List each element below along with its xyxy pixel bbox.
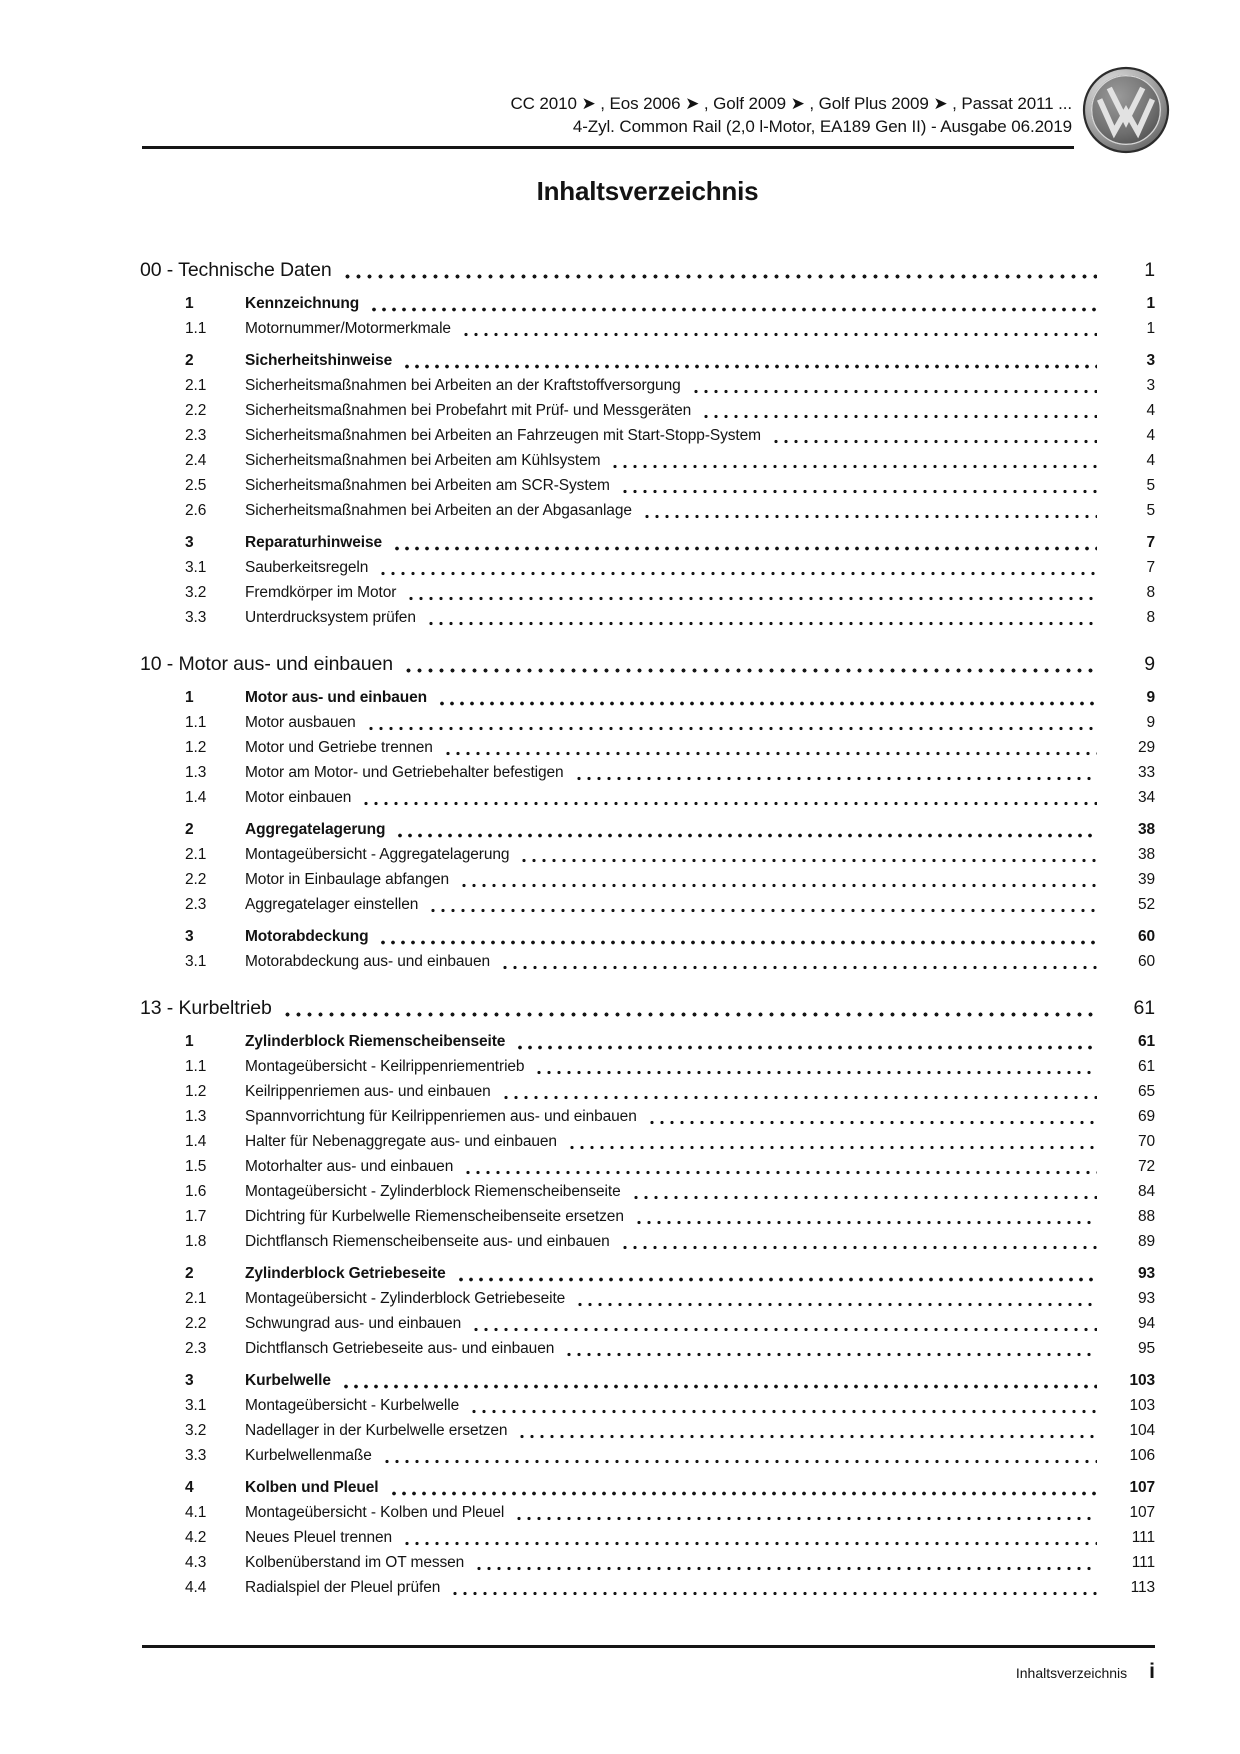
toc-entry-number: 1.2 [185, 739, 207, 756]
toc-entry-title: Motorabdeckung [245, 928, 369, 945]
toc-dot-leader [534, 1070, 1097, 1075]
toc-dot-leader [459, 883, 1097, 888]
toc-page-number: 8 [1146, 584, 1155, 601]
toc-page-number: 29 [1137, 739, 1155, 756]
toc-page-number: 88 [1137, 1208, 1155, 1225]
toc-entry-row [140, 710, 1155, 735]
toc-page-number: 111 [1131, 1554, 1155, 1571]
toc-dot-leader [461, 332, 1097, 337]
toc-entry-row [140, 1393, 1155, 1418]
toc-entry-title: Unterdrucksystem prüfen [245, 609, 416, 626]
toc-dot-leader [378, 940, 1097, 945]
toc-entry-number: 1.4 [185, 789, 207, 806]
vw-logo-icon [1082, 66, 1170, 154]
toc-page-number: 9 [1146, 714, 1155, 731]
toc-entry-number: 3.2 [185, 584, 207, 601]
page-title: Inhaltsverzeichnis [536, 176, 759, 206]
toc-dot-leader [634, 1220, 1097, 1225]
toc-page-number: 107 [1129, 1479, 1155, 1496]
toc-dot-leader [282, 1012, 1097, 1017]
toc-dot-leader [620, 1245, 1097, 1250]
toc-dot-leader [620, 489, 1097, 494]
toc-page-number: 61 [1137, 1058, 1155, 1075]
toc-entry-title: Motor ausbauen [245, 714, 356, 731]
footer-rule [142, 1645, 1155, 1648]
toc-entry-number: 2.6 [185, 502, 207, 519]
toc-entry-title: Fremdkörper im Motor [245, 584, 397, 601]
toc-page-number: 34 [1137, 789, 1155, 806]
toc-dot-leader [610, 464, 1097, 469]
toc-entry-number: 1.7 [185, 1208, 207, 1225]
toc-entry-row [140, 1054, 1155, 1079]
toc-entry-row [140, 685, 1155, 710]
toc-entry-row [140, 1286, 1155, 1311]
toc-entry-row [140, 1029, 1155, 1054]
toc-page-number: 9 [1144, 653, 1155, 675]
toc-entry-row [140, 1475, 1155, 1500]
toc-entry-title: Kolbenüberstand im OT messen [245, 1554, 465, 1571]
toc-entry-title: Motor aus- und einbauen [245, 689, 427, 706]
toc-dot-leader [517, 1434, 1097, 1439]
toc-entry-row [140, 498, 1155, 523]
toc-entry-number: 1.1 [185, 714, 207, 731]
toc-page-number: 93 [1137, 1265, 1155, 1282]
toc-chapter-label: 10 - Motor aus- und einbauen [140, 653, 394, 675]
toc-entry-number: 2.2 [185, 1315, 207, 1332]
toc-entry-number: 3 [185, 534, 194, 551]
toc-entry-row [140, 1179, 1155, 1204]
footer-text-block [1016, 1660, 1155, 1684]
toc-entry-row [140, 448, 1155, 473]
toc-entry-row [140, 842, 1155, 867]
toc-entry-title: Spannvorrichtung für Keilrippenriemen aus- und einbauen [245, 1108, 637, 1125]
toc-dot-leader [402, 1541, 1097, 1546]
toc-entry-number: 1.6 [185, 1183, 207, 1200]
toc-entry-number: 1 [185, 295, 194, 312]
toc-entry-row [140, 1311, 1155, 1336]
toc-entry-title: Sicherheitsmaßnahmen bei Arbeiten an der Kraftstoffversorgung [245, 377, 681, 394]
toc-entry-row [140, 760, 1155, 785]
toc-entry-title: Montageübersicht - Kurbelwelle [245, 1397, 460, 1414]
toc-dot-leader [500, 965, 1097, 970]
toc-chapter-label: 13 - Kurbeltrieb [140, 997, 272, 1019]
toc-entry-title: Kennzeichnung [245, 295, 360, 312]
toc-page-number: 103 [1129, 1372, 1155, 1389]
toc-entry-title: Motor in Einbaulage abfangen [245, 871, 450, 888]
toc-dot-leader [514, 1516, 1097, 1521]
toc-page-number: 3 [1146, 352, 1155, 369]
toc-entry-title: Motorabdeckung aus- und einbauen [245, 953, 490, 970]
toc-entry-title: Motor einbauen [245, 789, 352, 806]
toc-entry-number: 4.3 [185, 1554, 207, 1571]
toc-page-number: 5 [1146, 502, 1155, 519]
toc-entry-row [140, 1229, 1155, 1254]
toc-dot-leader [403, 668, 1097, 673]
toc-entry-title: Sicherheitsmaßnahmen bei Arbeiten an Fahrzeugen mit Start-Stopp-System [245, 427, 761, 444]
toc-dot-leader [456, 1277, 1097, 1282]
toc-entry-number: 2 [185, 821, 194, 838]
toc-entry-row [140, 1500, 1155, 1525]
toc-dot-leader [519, 858, 1097, 863]
toc-dot-leader [691, 389, 1097, 394]
toc-entry-title: Neues Pleuel trennen [245, 1529, 393, 1546]
toc-page-number: 94 [1137, 1315, 1155, 1332]
toc-dot-leader [437, 701, 1097, 706]
toc-page-number: 4 [1146, 452, 1155, 469]
toc-dot-leader [631, 1195, 1097, 1200]
toc-entry-title: Dichtflansch Getriebeseite aus- und einbauen [245, 1340, 555, 1357]
toc-entry-number: 3.2 [185, 1422, 207, 1439]
toc-entry-row [140, 473, 1155, 498]
toc-page-number: 61 [1137, 1033, 1155, 1050]
toc-dot-leader [575, 1302, 1097, 1307]
toc-page-number: 104 [1129, 1422, 1155, 1439]
toc-page-number: 4 [1146, 402, 1155, 419]
toc-page-number: 4 [1146, 427, 1155, 444]
toc-page-number: 1 [1146, 320, 1155, 337]
toc-entry-row [140, 1104, 1155, 1129]
toc-page-number: 84 [1137, 1183, 1155, 1200]
toc-chapter-label: 00 - Technische Daten [140, 259, 332, 281]
toc-page-number: 65 [1137, 1083, 1155, 1100]
toc-entry-row [140, 373, 1155, 398]
toc-entry-title: Dichtring für Kurbelwelle Riemenscheibenseite ersetzen [245, 1208, 624, 1225]
toc-dot-leader [382, 1459, 1097, 1464]
toc-page-number: 113 [1130, 1579, 1155, 1596]
toc-page-number: 8 [1146, 609, 1155, 626]
toc-page-number: 95 [1137, 1340, 1155, 1357]
toc-dot-leader [366, 726, 1097, 731]
toc-page-number: 111 [1131, 1529, 1155, 1546]
toc-entry-title: Sicherheitsmaßnahmen bei Arbeiten am SCR-System [245, 477, 610, 494]
toc-entry-row [140, 1261, 1155, 1286]
toc-dot-leader [392, 546, 1097, 551]
toc-chapter-row [140, 651, 1155, 678]
toc-entry-title: Motorhalter aus- und einbauen [245, 1158, 454, 1175]
toc-entry-title: Kolben und Pleuel [245, 1479, 379, 1496]
toc-entry-row [140, 1368, 1155, 1393]
toc-dot-leader [647, 1120, 1097, 1125]
toc-entry-title: Sauberkeitsregeln [245, 559, 369, 576]
toc-entry-number: 2.1 [185, 846, 207, 863]
toc-entry-title: Radialspiel der Pleuel prüfen [245, 1579, 441, 1596]
toc-dot-leader [402, 364, 1097, 369]
toc-page-number: 103 [1129, 1397, 1155, 1414]
toc-entry-number: 3 [185, 1372, 194, 1389]
toc-entry-title: Motornummer/Motormerkmale [245, 320, 451, 337]
footer-page-number: i [1149, 1660, 1155, 1683]
toc-entry-title: Aggregatelager einstellen [245, 896, 419, 913]
toc-entry-number: 2.3 [185, 1340, 207, 1357]
toc-entry-title: Keilrippenriemen aus- und einbauen [245, 1083, 491, 1100]
toc-dot-leader [574, 776, 1097, 781]
toc-entry-row [140, 1079, 1155, 1104]
header-subtitle-line: 4-Zyl. Common Rail (2,0 l-Motor, EA189 Gen II) - Ausgabe 06.2019 [572, 117, 1072, 136]
toc-entry-title: Montageübersicht - Aggregatelagerung [245, 846, 510, 863]
toc-entry-title: Motor und Getriebe trennen [245, 739, 433, 756]
toc-entry-row [140, 924, 1155, 949]
toc-entry-title: Reparaturhinweise [245, 534, 382, 551]
toc-entry-title: Sicherheitsmaßnahmen bei Arbeiten am Kühlsystem [245, 452, 601, 469]
toc-entry-row [140, 1575, 1155, 1600]
toc-entry-number: 1.3 [185, 1108, 207, 1125]
header-text-block [510, 92, 1072, 138]
toc-page-number: 38 [1137, 846, 1155, 863]
toc-entry-number: 4 [185, 1479, 194, 1496]
toc-dot-leader [369, 307, 1097, 312]
toc-entry-title: Halter für Nebenaggregate aus- und einbauen [245, 1133, 557, 1150]
toc-entry-number: 1.1 [185, 320, 207, 337]
toc-entry-number: 2.1 [185, 377, 207, 394]
toc-page-number: 33 [1137, 764, 1155, 781]
toc-dot-leader [341, 1384, 1097, 1389]
toc-page-number: 1 [1146, 295, 1155, 312]
toc [140, 236, 1155, 1600]
toc-page-number: 72 [1137, 1158, 1155, 1175]
toc-chapter-row [140, 995, 1155, 1022]
toc-page-number: 52 [1137, 896, 1155, 913]
toc-dot-leader [361, 801, 1097, 806]
toc-entry-number: 4.4 [185, 1579, 207, 1596]
toc-dot-leader [515, 1045, 1097, 1050]
toc-entry-title: Sicherheitsmaßnahmen bei Arbeiten an der Abgasanlage [245, 502, 632, 519]
toc-dot-leader [378, 571, 1097, 576]
toc-entry-number: 2.5 [185, 477, 207, 494]
toc-entry-number: 3.1 [185, 559, 207, 576]
toc-entry-number: 3.1 [185, 1397, 207, 1414]
toc-page-number: 9 [1146, 689, 1155, 706]
toc-entry-number: 1.8 [185, 1233, 207, 1250]
toc-page-number: 61 [1133, 997, 1155, 1019]
toc-entry-title: Motor am Motor- und Getriebehalter befestigen [245, 764, 564, 781]
toc-dot-leader [501, 1095, 1097, 1100]
toc-page-number: 93 [1137, 1290, 1155, 1307]
toc-entry-row [140, 1418, 1155, 1443]
toc-entry-row [140, 423, 1155, 448]
toc-entry-title: Kurbelwellenmaße [245, 1447, 372, 1464]
toc-entry-row [140, 348, 1155, 373]
toc-entry-number: 1.2 [185, 1083, 207, 1100]
toc-entry-row [140, 291, 1155, 316]
toc-entry-row [140, 580, 1155, 605]
toc-page-number: 1 [1144, 259, 1155, 281]
toc-entry-row [140, 316, 1155, 341]
toc-page-number: 70 [1137, 1133, 1155, 1150]
toc-entry-row [140, 1154, 1155, 1179]
toc-page-number: 38 [1137, 821, 1155, 838]
toc-entry-row [140, 892, 1155, 917]
toc-dot-leader [450, 1591, 1097, 1596]
toc-entry-title: Zylinderblock Riemenscheibenseite [245, 1033, 506, 1050]
toc-page-number: 107 [1129, 1504, 1155, 1521]
toc-dot-leader [342, 274, 1097, 279]
toc-entry-number: 2.3 [185, 896, 207, 913]
toc-entry-row [140, 1129, 1155, 1154]
toc-entry-number: 2.2 [185, 402, 207, 419]
toc-entry-row [140, 530, 1155, 555]
toc-entry-row [140, 605, 1155, 630]
toc-entry-title: Schwungrad aus- und einbauen [245, 1315, 462, 1332]
toc-dot-leader [395, 833, 1097, 838]
toc-entry-number: 1 [185, 689, 194, 706]
toc-entry-row [140, 1204, 1155, 1229]
toc-dot-leader [642, 514, 1097, 519]
toc-entry-row [140, 1443, 1155, 1468]
toc-entry-title: Montageübersicht - Zylinderblock Getriebeseite [245, 1290, 566, 1307]
toc-page-number: 5 [1146, 477, 1155, 494]
toc-entry-title: Zylinderblock Getriebeseite [245, 1265, 446, 1282]
toc-entry-row [140, 817, 1155, 842]
toc-entry-row [140, 1525, 1155, 1550]
toc-entry-title: Kurbelwelle [245, 1372, 331, 1389]
toc-entry-row [140, 785, 1155, 810]
toc-entry-number: 1.5 [185, 1158, 207, 1175]
toc-entry-title: Montageübersicht - Kolben und Pleuel [245, 1504, 505, 1521]
toc-entry-row [140, 949, 1155, 974]
toc-entry-title: Sicherheitshinweise [245, 352, 393, 369]
toc-dot-leader [428, 908, 1097, 913]
toc-entry-number: 2.3 [185, 427, 207, 444]
toc-entry-number: 3.1 [185, 953, 207, 970]
toc-dot-leader [426, 621, 1097, 626]
toc-dot-leader [564, 1352, 1097, 1357]
toc-dot-leader [406, 596, 1097, 601]
toc-entry-number: 3.3 [185, 609, 207, 626]
toc-entry-title: Montageübersicht - Zylinderblock Riemenscheibenseite [245, 1183, 621, 1200]
toc-dot-leader [469, 1409, 1097, 1414]
footer-label: Inhaltsverzeichnis [1015, 1665, 1128, 1681]
toc-entry-title: Dichtflansch Riemenscheibenseite aus- und einbauen [245, 1233, 610, 1250]
toc-dot-leader [443, 751, 1097, 756]
toc-entry-row [140, 735, 1155, 760]
header-models-line: CC 2010 ➤ , Eos 2006 ➤ , Golf 2009 ➤ , Golf Plus 2009 ➤ , Passat 2011 ... [510, 94, 1072, 113]
toc-entry-number: 3 [185, 928, 194, 945]
toc-entry-number: 1 [185, 1033, 194, 1050]
toc-page-number: 7 [1146, 534, 1155, 551]
toc-entry-number: 4.2 [185, 1529, 207, 1546]
toc-entry-title: Montageübersicht - Keilrippenriementrieb [245, 1058, 525, 1075]
toc-page-number: 69 [1137, 1108, 1155, 1125]
toc-dot-leader [471, 1327, 1097, 1332]
toc-entry-number: 3.3 [185, 1447, 207, 1464]
header-rule [142, 146, 1074, 149]
toc-entry-row [140, 1550, 1155, 1575]
toc-page-number: 106 [1129, 1447, 1155, 1464]
toc-entry-number: 2.4 [185, 452, 207, 469]
toc-entry-number: 2.1 [185, 1290, 207, 1307]
toc-entry-number: 1.4 [185, 1133, 207, 1150]
toc-dot-leader [389, 1491, 1097, 1496]
toc-page-number: 60 [1137, 928, 1155, 945]
toc-entry-number: 1.1 [185, 1058, 207, 1075]
toc-dot-leader [463, 1170, 1097, 1175]
toc-entry-title: Sicherheitsmaßnahmen bei Probefahrt mit Prüf- und Messgeräten [245, 402, 692, 419]
toc-entry-title: Nadellager in der Kurbelwelle ersetzen [245, 1422, 508, 1439]
toc-dot-leader [474, 1566, 1097, 1571]
toc-dot-leader [567, 1145, 1097, 1150]
toc-entry-row [140, 398, 1155, 423]
toc-page-number: 89 [1137, 1233, 1155, 1250]
toc-entry-number: 4.1 [185, 1504, 207, 1521]
toc-entry-row [140, 867, 1155, 892]
toc-entry-number: 2.2 [185, 871, 207, 888]
toc-entry-row [140, 555, 1155, 580]
toc-page-number: 60 [1137, 953, 1155, 970]
toc-page-number: 39 [1137, 871, 1155, 888]
toc-entry-title: Aggregatelagerung [245, 821, 386, 838]
toc-entry-number: 2 [185, 1265, 194, 1282]
toc-entry-number: 2 [185, 352, 194, 369]
toc-page-number: 7 [1146, 559, 1155, 576]
toc-dot-leader [701, 414, 1097, 419]
toc-chapter-row [140, 257, 1155, 284]
toc-page-number: 3 [1146, 377, 1155, 394]
toc-entry-number: 1.3 [185, 764, 207, 781]
toc-entry-row [140, 1336, 1155, 1361]
toc-dot-leader [771, 439, 1097, 444]
